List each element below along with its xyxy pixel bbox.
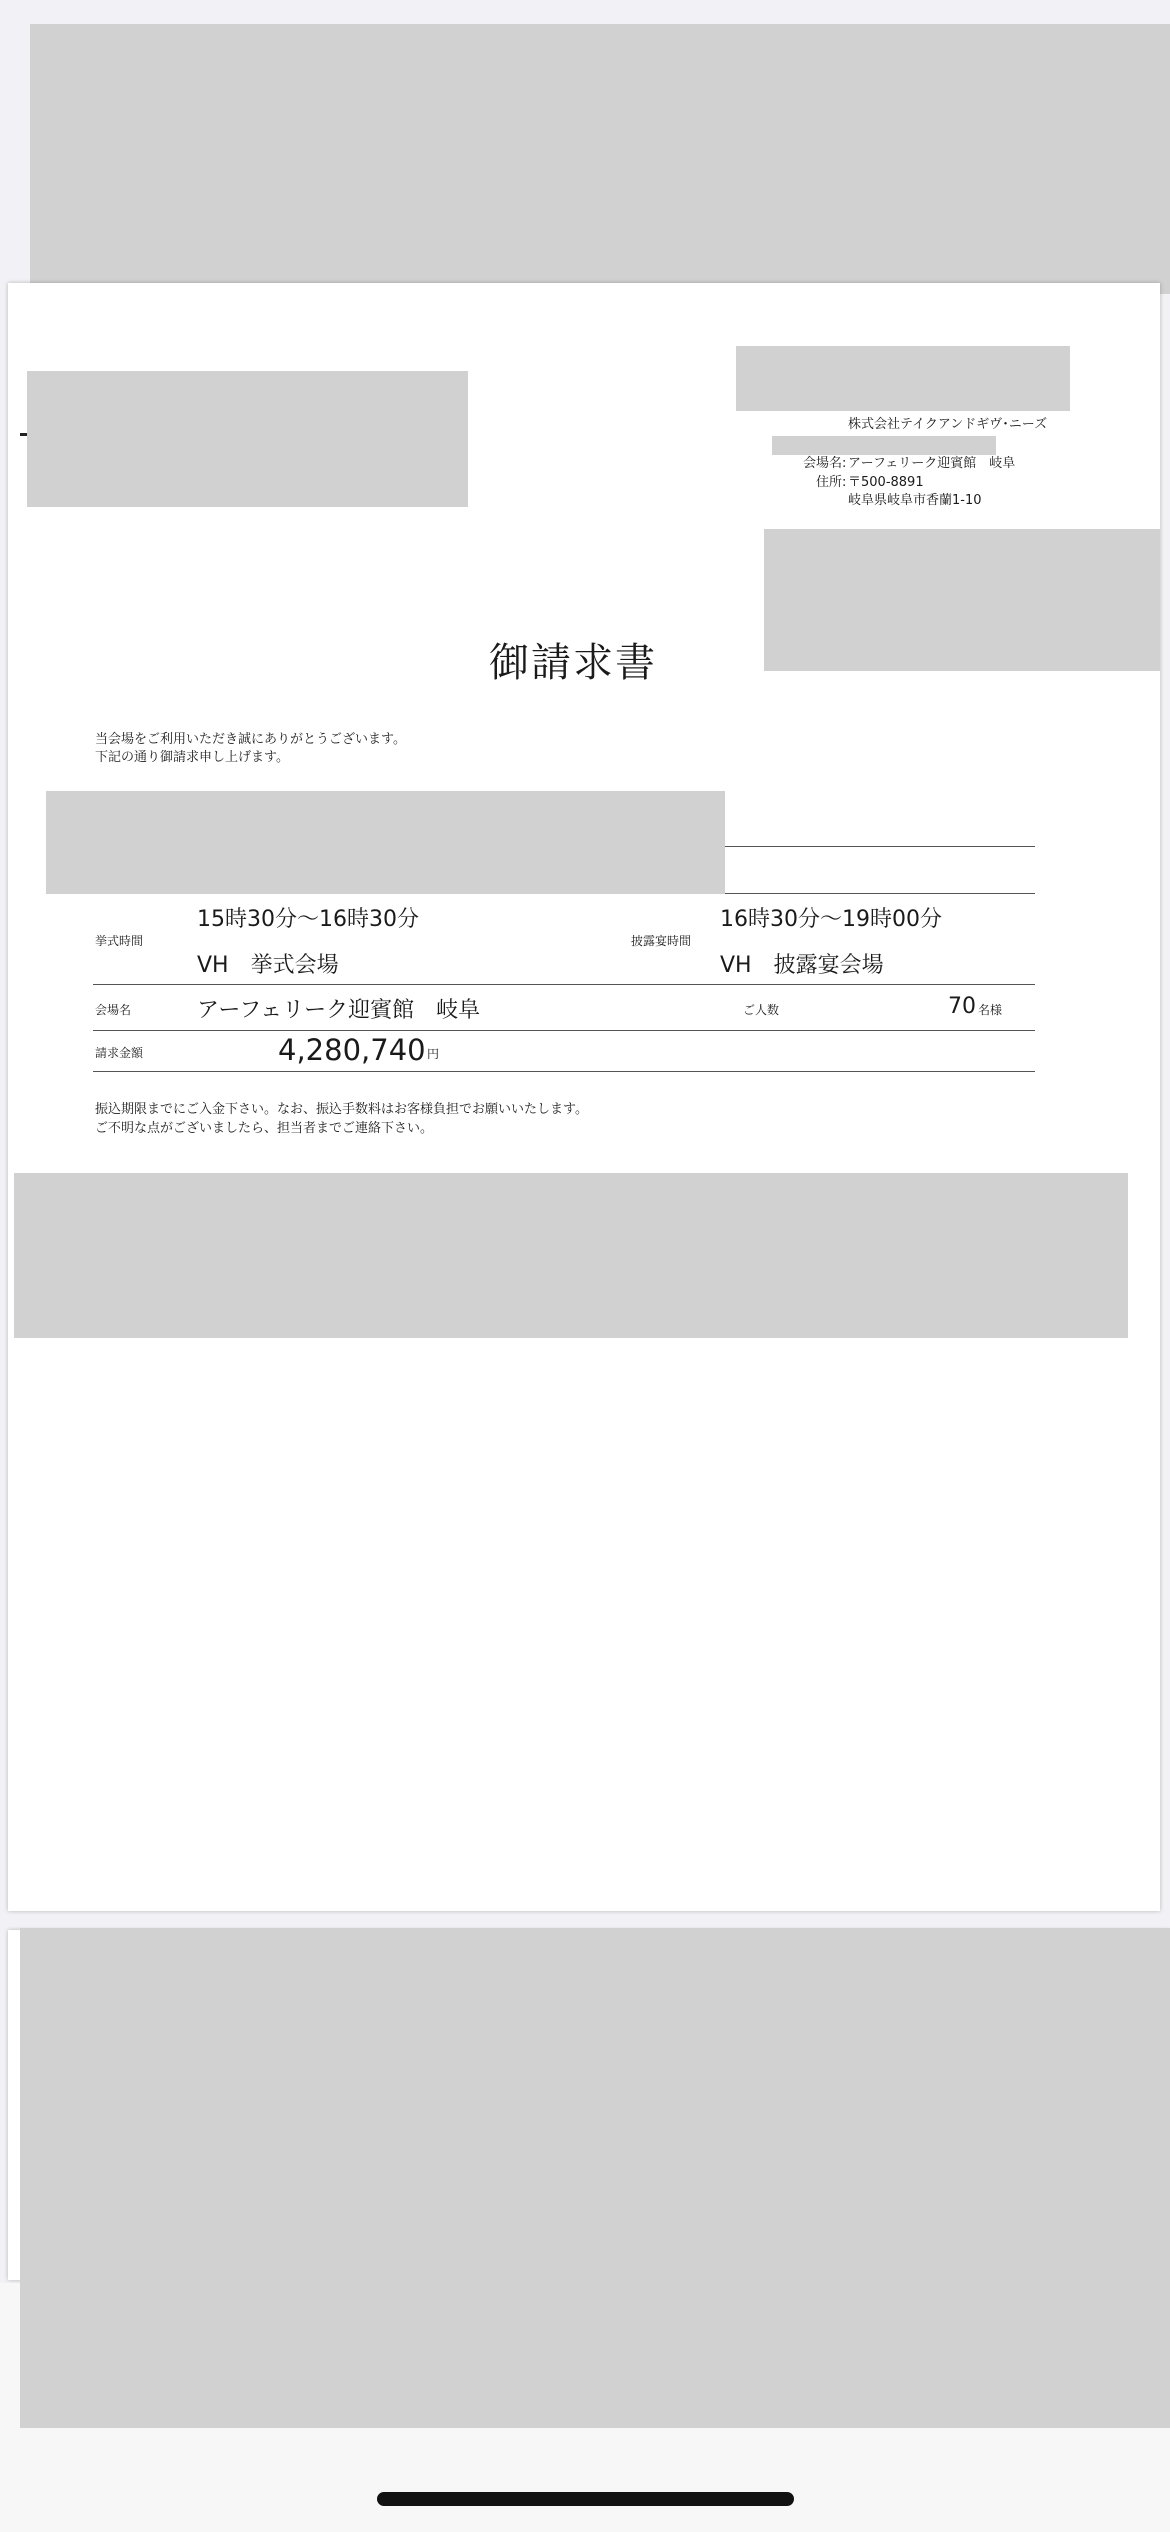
company-address-label: 住所: (816, 475, 847, 490)
document-title: 御請求書 (489, 640, 657, 686)
amount-label: 請求金額 (95, 1046, 144, 1060)
company-address: 岐阜県岐阜市香蘭1-10 (848, 493, 982, 508)
redacted-customer-block (46, 791, 725, 894)
table-rule-3 (93, 984, 1035, 985)
redacted-header-block (30, 24, 1170, 294)
ceremony-time-label: 挙式時間 (95, 934, 144, 948)
reception-time: 16時30分〜19時00分 (720, 907, 942, 932)
reception-room: VH 披露宴会場 (720, 953, 884, 978)
table-rule-2 (725, 893, 1035, 894)
amount-value: 4,280,740 (278, 1033, 426, 1067)
footer-note-2: ご不明な点がございましたら、担当者までご連絡下さい。 (95, 1121, 434, 1136)
redacted-recipient-block (27, 371, 468, 507)
guests-unit: 名様 (978, 1003, 1003, 1017)
amount-unit: 円 (427, 1047, 440, 1061)
guests-label: ご人数 (743, 1003, 780, 1017)
redacted-stamp-block (764, 529, 1160, 671)
ceremony-room: VH 挙式会場 (197, 953, 339, 978)
company-postal: 〒500-8891 (848, 475, 924, 490)
table-rule-4 (93, 1030, 1035, 1031)
guests-value: 70 (948, 994, 976, 1019)
reception-time-label: 披露宴時間 (631, 934, 692, 948)
redacted-bank-block (14, 1173, 1128, 1338)
invoice-page-1 (8, 283, 1160, 1911)
greeting-line-1: 当会場をご利用いただき誠にありがとうございます。 (95, 732, 406, 747)
greeting-line-2: 下記の通り御請求申し上げます。 (95, 750, 289, 765)
redacted-company-logo (736, 346, 1070, 411)
table-rule-1 (725, 846, 1035, 847)
venue-label: 会場名 (95, 1003, 132, 1017)
redacted-page-2-block (20, 1928, 1170, 2428)
footer-note-1: 振込期限までにご入金下さい。なお、振込手数料はお客様負担でお願いいたします。 (95, 1102, 588, 1117)
company-venue-label: 会場名: (803, 456, 847, 471)
table-rule-5 (93, 1071, 1035, 1072)
home-indicator[interactable] (377, 2492, 794, 2506)
company-name: 株式会社テイクアンドギヴ･ニーズ (848, 417, 1048, 432)
company-venue-name: アーフェリーク迎賓館 岐阜 (848, 456, 1016, 471)
ceremony-time: 15時30分〜16時30分 (197, 907, 419, 932)
redacted-company-line (772, 436, 996, 455)
venue-value: アーフェリーク迎賓館 岐阜 (197, 998, 481, 1023)
